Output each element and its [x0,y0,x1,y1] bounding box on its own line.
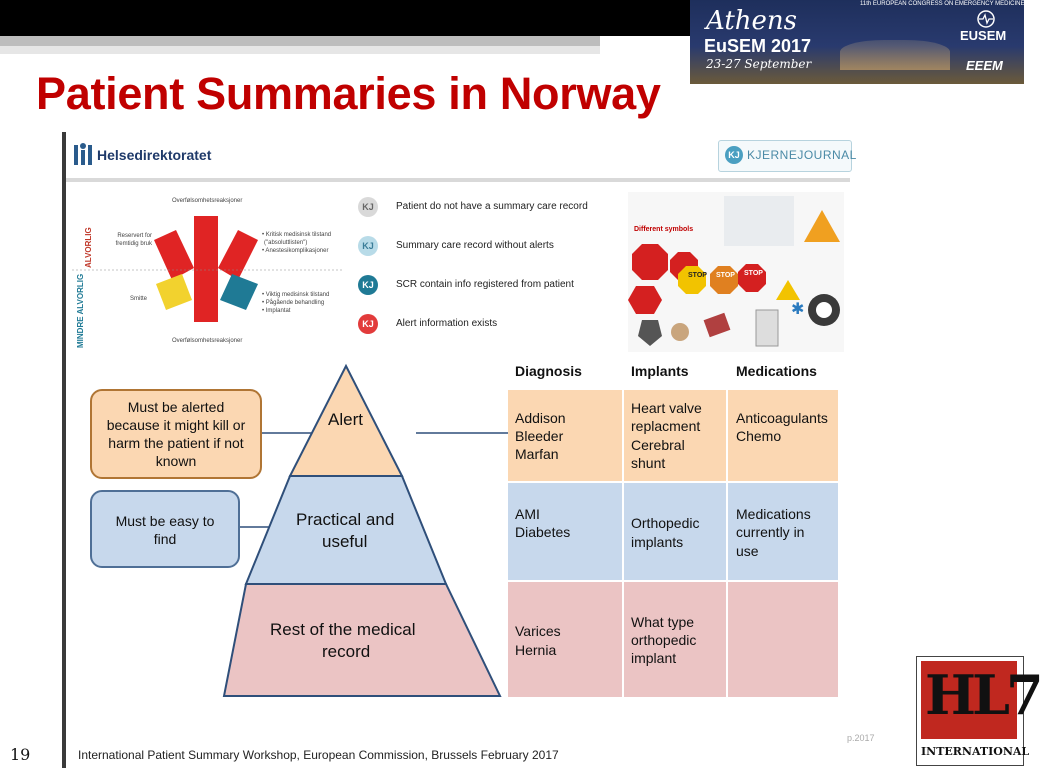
cell-diagnosis: Bleeder [515,428,564,444]
cell-implants: Cerebral [631,437,685,453]
legend-row-no-record [358,197,598,219]
severity-right-top-2: ("absoluttlisten") [264,240,308,246]
hl7-logo [916,656,1040,766]
cell-medications: use [736,543,759,559]
top-bar-grey [0,36,600,46]
top-bar-dark [0,0,690,36]
cell-diagnosis: AMI [515,506,540,522]
pyramid-middle-1: Practical and [296,510,395,529]
legend-text: Summary care record without alerts [396,240,554,251]
callout-alert-line-1: Must be alerted [127,399,225,415]
axis-alvorlig: ALVORLIG [84,227,93,268]
callout-alert-line-3: harm the patient if not [108,435,244,451]
callout-useful-line-1: Must be easy to [115,513,215,529]
severity-left-top: Reservert for fremtidig bruk [115,233,152,247]
callout-alert [90,389,262,479]
symbols-collage [628,192,844,352]
severity-right-bottom-3: • Implantat [262,308,291,314]
svg-text:✱: ✱ [791,299,805,318]
banner-eusem-year: EuSEM 2017 [704,36,812,56]
cell-implants: Heart valve [631,400,702,416]
symbols-label: Different symbols [634,226,694,233]
pyramid-bottom-1: Rest of the medical [270,620,416,639]
severity-left-bottom: Smitte [130,296,148,302]
severity-right-bottom-2: • Pågående behandling [262,300,325,306]
banner-dates: 23-27 September [706,57,812,71]
kj-red-icon: KJ [358,314,378,334]
cell-diagnosis: Varices [515,623,561,639]
page-title: Patient Summaries in Norway [36,68,661,119]
column-header-medications: Medications [736,363,817,379]
severity-top-label: Overfølsomhetsreaksjoner [172,198,243,204]
pyramid-bottom-2: record [322,642,371,661]
kjernejournal-logo [718,140,857,172]
column-header-implants: Implants [631,363,689,379]
cell-diagnosis: Addison [515,410,566,426]
axis-mindre-alvorlig: MINDRE ALVORLIG [76,273,85,348]
banner-eeem: EEEM [966,58,1003,73]
cell-medications: Anticoagulants [736,410,828,426]
conference-banner [690,0,1024,84]
hl7-international: INTERNATIONAL [921,745,1030,758]
banner-congress-text: 11th EUROPEAN CONGRESS ON EMERGENCY MEDICINE [860,1,1025,7]
cell-implants: Orthopedic [631,515,700,531]
legend-text: Alert information exists [396,318,498,329]
cell-implants: orthopedic [631,632,697,648]
stop-label-3: STOP [744,270,763,277]
table-divider [622,390,624,697]
severity-right-top-1: • Kritisk medisinsk tilstand [262,232,332,238]
kj-light-blue-icon: KJ [358,236,378,256]
cell-implants: implants [631,534,684,550]
severity-diagram [68,188,348,358]
cell-implants: shunt [631,455,666,471]
kj-teal-icon: KJ [358,275,378,295]
cell-implants: implant [631,650,677,666]
pyramid-alert: Alert [328,410,363,429]
table-divider [726,390,728,697]
pyramid-middle-2: useful [322,532,368,551]
kj-badge: KJ [725,146,743,164]
stop-label-2: STOP [716,272,735,279]
top-bar-light [0,46,600,54]
legend-row-alert [358,314,598,336]
severity-shapes [68,188,348,358]
banner-athens: Athens [706,6,797,36]
legend-row-patient-info [358,275,598,297]
callout-useful-line-2: find [153,531,177,547]
cell-diagnosis: Diabetes [515,524,571,540]
cell-medications: Medications [736,506,811,522]
kj-grey-icon: KJ [358,197,378,217]
cell-implants: What type [631,614,695,630]
page-number: 19 [10,745,31,764]
legend-row-no-alerts [358,236,598,258]
legend-text: SCR contain info registered from patient [396,279,574,290]
cell-diagnosis: Marfan [515,446,559,462]
eusem-heart-icon [976,10,996,28]
callout-alert-line-2: because it might kill or [106,417,246,433]
stop-label-1: STOP [688,272,707,279]
kjernejournal-label: KJERNEJOURNAL [747,148,857,162]
connector-lines [236,420,512,520]
severity-right-top-3: • Anestesikomplikasjoner [262,248,329,254]
severity-bottom-label: Overfølsomhetsreaksjoner [172,338,243,344]
hl7-letters: HL7 [925,663,1040,727]
severity-right-bottom-1: • Viktig medisinsk tilstand [262,292,330,298]
helsedirektoratet-logo-icon [72,142,94,168]
cell-diagnosis: Hernia [515,642,557,658]
acropolis-illustration [840,40,950,70]
column-header-diagnosis: Diagnosis [515,363,582,379]
banner-brand: EUSEM [960,28,1007,43]
legend-text: Patient do not have a summary care record [396,201,588,212]
callout-useful [90,490,240,568]
footer-text: International Patient Summary Workshop, European Commission, Brussels February 2017 [78,748,559,762]
cell-medications: currently in [736,524,805,540]
callout-alert-line-4: known [155,453,197,469]
symbols-shapes [628,192,844,352]
cell-medications: Chemo [736,428,782,444]
org-name: Helsedirektoratet [97,147,212,163]
ghost-text: p.2017 [847,733,875,743]
cell-implants: replacment [631,418,701,434]
